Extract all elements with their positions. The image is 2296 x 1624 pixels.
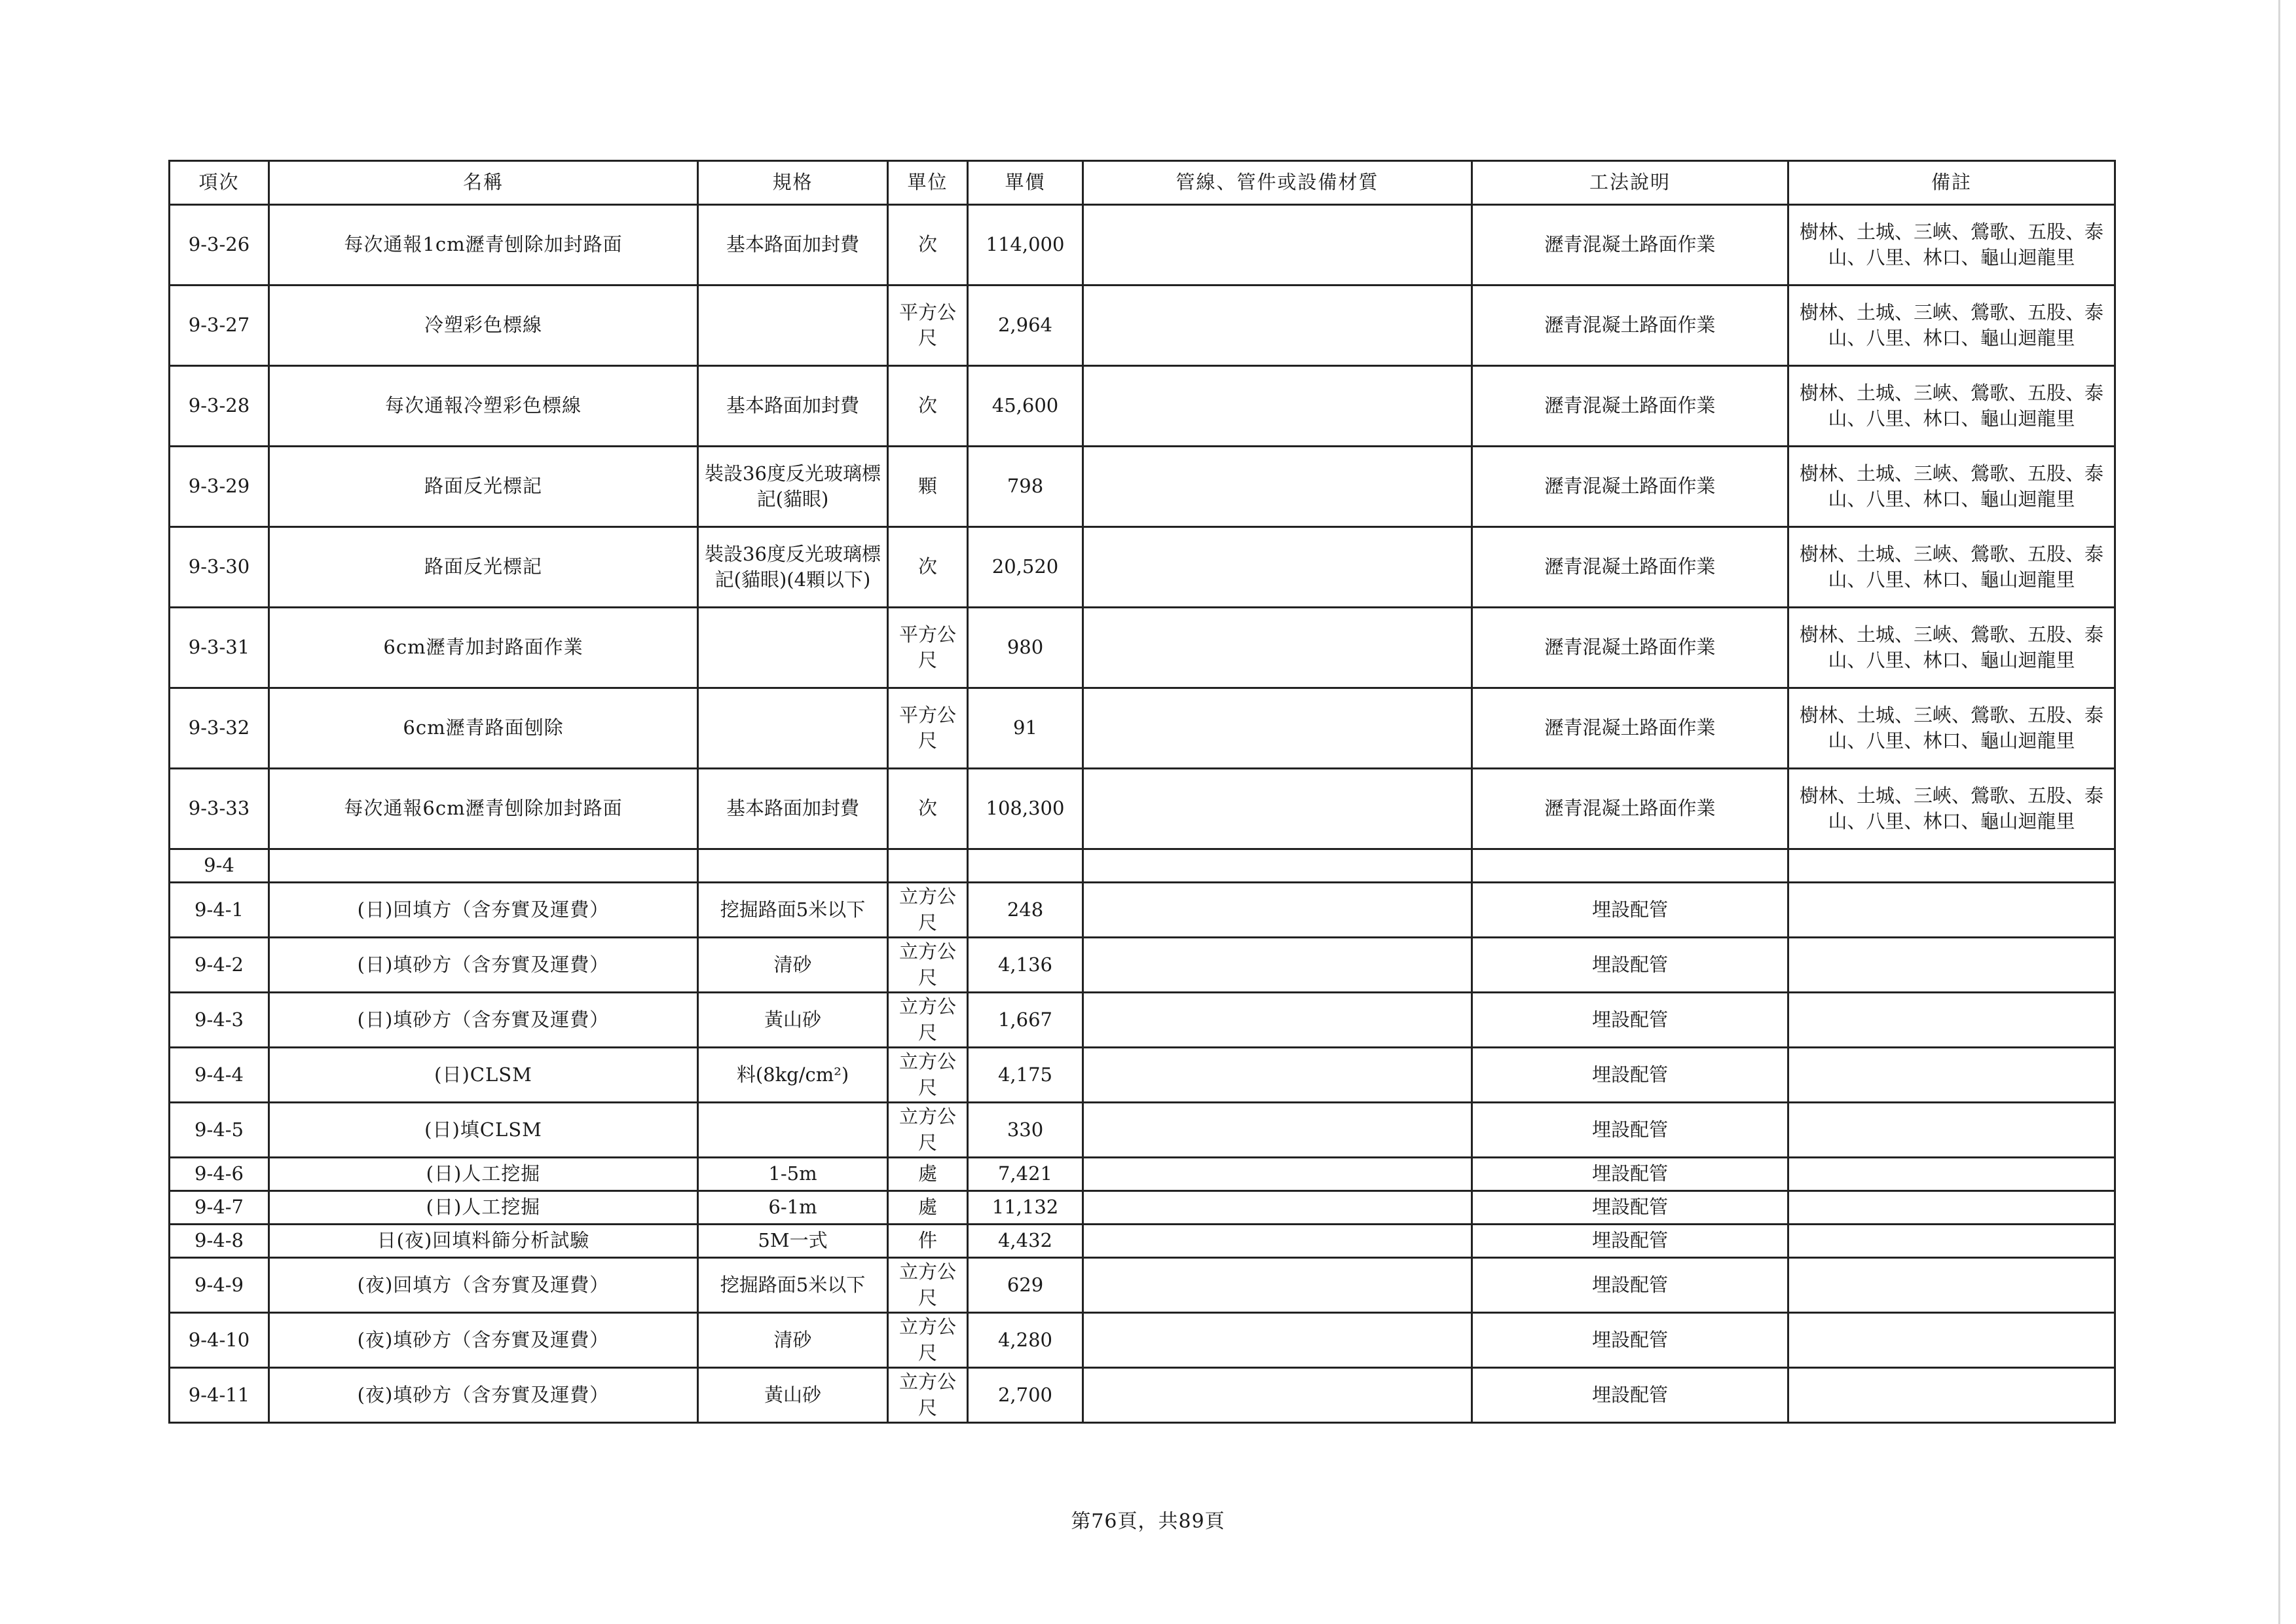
page-edge bbox=[2278, 0, 2280, 1624]
cell-item: 9-4-3 bbox=[170, 993, 269, 1048]
cell-material bbox=[1083, 993, 1472, 1048]
cell-material bbox=[1083, 205, 1472, 286]
cell-method: 埋設配管 bbox=[1472, 1258, 1788, 1313]
cell-name: (夜)回填方（含夯實及運費） bbox=[269, 1258, 698, 1313]
cell-item: 9-3-32 bbox=[170, 688, 269, 769]
cell-item: 9-4-10 bbox=[170, 1313, 269, 1368]
unit-price-table bbox=[168, 160, 2116, 1424]
cell-material bbox=[1083, 938, 1472, 993]
cell-item: 9-3-33 bbox=[170, 769, 269, 849]
cell-method: 埋設配管 bbox=[1472, 883, 1788, 938]
cell-name: (夜)填砂方（含夯實及運費） bbox=[269, 1368, 698, 1423]
cell-name: (夜)填砂方（含夯實及運費） bbox=[269, 1313, 698, 1368]
cell-spec: 清砂 bbox=[698, 938, 888, 993]
table-row bbox=[170, 205, 2115, 286]
cell-unit: 立方公尺 bbox=[888, 1103, 968, 1158]
cell-unit: 處 bbox=[888, 1158, 968, 1191]
header-price: 單價 bbox=[968, 161, 1083, 205]
cell-method: 埋設配管 bbox=[1472, 1225, 1788, 1258]
cell-price: 330 bbox=[968, 1103, 1083, 1158]
cell-price: 4,136 bbox=[968, 938, 1083, 993]
cell-name: (日)人工挖掘 bbox=[269, 1158, 698, 1191]
cell-remark bbox=[1788, 1191, 2115, 1225]
table-row bbox=[170, 1158, 2115, 1191]
cell-remark: 樹林、土城、三峽、鶯歌、五股、泰山、八里、林口、龜山迴龍里 bbox=[1788, 769, 2115, 849]
cell-name: 6cm瀝青路面刨除 bbox=[269, 688, 698, 769]
cell-spec: 基本路面加封費 bbox=[698, 366, 888, 447]
cell-item: 9-4-7 bbox=[170, 1191, 269, 1225]
cell-method: 埋設配管 bbox=[1472, 993, 1788, 1048]
cell-spec: 裝設36度反光玻璃標記(貓眼) bbox=[698, 447, 888, 527]
cell-material bbox=[1083, 1313, 1472, 1368]
cell-method bbox=[1472, 849, 1788, 883]
cell-spec: 挖掘路面5米以下 bbox=[698, 1258, 888, 1313]
cell-material bbox=[1083, 527, 1472, 608]
cell-spec bbox=[698, 286, 888, 366]
cell-unit: 次 bbox=[888, 205, 968, 286]
cell-price bbox=[968, 849, 1083, 883]
cell-item: 9-4-5 bbox=[170, 1103, 269, 1158]
cell-name: (日)填CLSM bbox=[269, 1103, 698, 1158]
cell-method: 瀝青混凝土路面作業 bbox=[1472, 366, 1788, 447]
cell-unit: 顆 bbox=[888, 447, 968, 527]
cell-unit: 立方公尺 bbox=[888, 938, 968, 993]
cell-unit: 立方公尺 bbox=[888, 993, 968, 1048]
cell-method: 瀝青混凝土路面作業 bbox=[1472, 205, 1788, 286]
cell-remark bbox=[1788, 938, 2115, 993]
cell-price: 91 bbox=[968, 688, 1083, 769]
cell-remark bbox=[1788, 1258, 2115, 1313]
cell-unit: 平方公尺 bbox=[888, 688, 968, 769]
header-remark: 備註 bbox=[1788, 161, 2115, 205]
table-header-row bbox=[170, 161, 2115, 205]
cell-price: 114,000 bbox=[968, 205, 1083, 286]
cell-material bbox=[1083, 366, 1472, 447]
cell-spec bbox=[698, 1103, 888, 1158]
cell-item: 9-4-8 bbox=[170, 1225, 269, 1258]
cell-name: 日(夜)回填料篩分析試驗 bbox=[269, 1225, 698, 1258]
cell-name bbox=[269, 849, 698, 883]
cell-unit: 次 bbox=[888, 366, 968, 447]
cell-price: 4,280 bbox=[968, 1313, 1083, 1368]
cell-remark bbox=[1788, 883, 2115, 938]
header-name: 名稱 bbox=[269, 161, 698, 205]
cell-material bbox=[1083, 769, 1472, 849]
cell-name: 6cm瀝青加封路面作業 bbox=[269, 608, 698, 688]
cell-item: 9-4-11 bbox=[170, 1368, 269, 1423]
header-unit: 單位 bbox=[888, 161, 968, 205]
cell-unit: 立方公尺 bbox=[888, 1048, 968, 1103]
cell-material bbox=[1083, 1103, 1472, 1158]
cell-spec: 裝設36度反光玻璃標記(貓眼)(4顆以下) bbox=[698, 527, 888, 608]
cell-price: 20,520 bbox=[968, 527, 1083, 608]
cell-remark: 樹林、土城、三峽、鶯歌、五股、泰山、八里、林口、龜山迴龍里 bbox=[1788, 608, 2115, 688]
header-spec: 規格 bbox=[698, 161, 888, 205]
cell-name: 每次通報1cm瀝青刨除加封路面 bbox=[269, 205, 698, 286]
table-row bbox=[170, 993, 2115, 1048]
cell-price: 4,175 bbox=[968, 1048, 1083, 1103]
table-row bbox=[170, 1103, 2115, 1158]
cell-method: 瀝青混凝土路面作業 bbox=[1472, 608, 1788, 688]
cell-price: 248 bbox=[968, 883, 1083, 938]
cell-spec: 清砂 bbox=[698, 1313, 888, 1368]
cell-spec: 基本路面加封費 bbox=[698, 769, 888, 849]
cell-material bbox=[1083, 1225, 1472, 1258]
cell-item: 9-4 bbox=[170, 849, 269, 883]
cell-remark bbox=[1788, 849, 2115, 883]
cell-name: (日)人工挖掘 bbox=[269, 1191, 698, 1225]
table-row bbox=[170, 1313, 2115, 1368]
cell-spec: 黃山砂 bbox=[698, 1368, 888, 1423]
cell-spec: 基本路面加封費 bbox=[698, 205, 888, 286]
cell-unit: 次 bbox=[888, 527, 968, 608]
header-method: 工法說明 bbox=[1472, 161, 1788, 205]
cell-material bbox=[1083, 1158, 1472, 1191]
cell-item: 9-3-27 bbox=[170, 286, 269, 366]
table-row bbox=[170, 688, 2115, 769]
cell-material bbox=[1083, 688, 1472, 769]
header-material: 管線、管件或設備材質 bbox=[1083, 161, 1472, 205]
cell-material bbox=[1083, 1368, 1472, 1423]
cell-name: 每次通報6cm瀝青刨除加封路面 bbox=[269, 769, 698, 849]
cell-unit: 立方公尺 bbox=[888, 1368, 968, 1423]
cell-material bbox=[1083, 286, 1472, 366]
cell-price: 2,700 bbox=[968, 1368, 1083, 1423]
cell-unit: 平方公尺 bbox=[888, 286, 968, 366]
cell-name: 路面反光標記 bbox=[269, 447, 698, 527]
cell-method: 埋設配管 bbox=[1472, 1313, 1788, 1368]
header-item: 項次 bbox=[170, 161, 269, 205]
cell-remark: 樹林、土城、三峽、鶯歌、五股、泰山、八里、林口、龜山迴龍里 bbox=[1788, 688, 2115, 769]
cell-remark bbox=[1788, 1103, 2115, 1158]
cell-spec: 黃山砂 bbox=[698, 993, 888, 1048]
cell-material bbox=[1083, 447, 1472, 527]
cell-material bbox=[1083, 883, 1472, 938]
cell-spec: 6-1m bbox=[698, 1191, 888, 1225]
cell-material bbox=[1083, 1048, 1472, 1103]
cell-price: 2,964 bbox=[968, 286, 1083, 366]
cell-price: 980 bbox=[968, 608, 1083, 688]
cell-material bbox=[1083, 849, 1472, 883]
cell-price: 629 bbox=[968, 1258, 1083, 1313]
cell-name: (日)填砂方（含夯實及運費） bbox=[269, 993, 698, 1048]
cell-remark bbox=[1788, 993, 2115, 1048]
page-number: 第76頁，共89頁 bbox=[1071, 1510, 1225, 1533]
cell-spec: 1-5m bbox=[698, 1158, 888, 1191]
cell-method: 埋設配管 bbox=[1472, 1103, 1788, 1158]
cell-item: 9-4-1 bbox=[170, 883, 269, 938]
cell-price: 798 bbox=[968, 447, 1083, 527]
cell-material bbox=[1083, 608, 1472, 688]
cell-unit: 件 bbox=[888, 1225, 968, 1258]
cell-name: 冷塑彩色標線 bbox=[269, 286, 698, 366]
table-row bbox=[170, 769, 2115, 849]
cell-name: 路面反光標記 bbox=[269, 527, 698, 608]
cell-unit: 處 bbox=[888, 1191, 968, 1225]
table-row bbox=[170, 938, 2115, 993]
cell-item: 9-3-31 bbox=[170, 608, 269, 688]
cell-spec bbox=[698, 688, 888, 769]
cell-spec: 料(8kg/cm²) bbox=[698, 1048, 888, 1103]
cell-method: 埋設配管 bbox=[1472, 1191, 1788, 1225]
table-row bbox=[170, 1368, 2115, 1423]
table-row bbox=[170, 366, 2115, 447]
cell-price: 7,421 bbox=[968, 1158, 1083, 1191]
table-row bbox=[170, 608, 2115, 688]
cell-material bbox=[1083, 1191, 1472, 1225]
cell-item: 9-4-2 bbox=[170, 938, 269, 993]
cell-spec: 5M一式 bbox=[698, 1225, 888, 1258]
cell-name: (日)CLSM bbox=[269, 1048, 698, 1103]
cell-price: 108,300 bbox=[968, 769, 1083, 849]
cell-item: 9-4-4 bbox=[170, 1048, 269, 1103]
cell-price: 4,432 bbox=[968, 1225, 1083, 1258]
cell-method: 埋設配管 bbox=[1472, 1158, 1788, 1191]
cell-remark: 樹林、土城、三峽、鶯歌、五股、泰山、八里、林口、龜山迴龍里 bbox=[1788, 366, 2115, 447]
cell-name: (日)回填方（含夯實及運費） bbox=[269, 883, 698, 938]
cell-remark: 樹林、土城、三峽、鶯歌、五股、泰山、八里、林口、龜山迴龍里 bbox=[1788, 527, 2115, 608]
table-row bbox=[170, 1191, 2115, 1225]
cell-item: 9-3-28 bbox=[170, 366, 269, 447]
cell-method: 瀝青混凝土路面作業 bbox=[1472, 447, 1788, 527]
cell-unit bbox=[888, 849, 968, 883]
cell-method: 瀝青混凝土路面作業 bbox=[1472, 286, 1788, 366]
cell-unit: 立方公尺 bbox=[888, 1258, 968, 1313]
table-row bbox=[170, 883, 2115, 938]
cell-name: 每次通報冷塑彩色標線 bbox=[269, 366, 698, 447]
cell-item: 9-4-6 bbox=[170, 1158, 269, 1191]
table-row bbox=[170, 1225, 2115, 1258]
cell-remark: 樹林、土城、三峽、鶯歌、五股、泰山、八里、林口、龜山迴龍里 bbox=[1788, 286, 2115, 366]
table-row-section bbox=[170, 849, 2115, 883]
cell-remark: 樹林、土城、三峽、鶯歌、五股、泰山、八里、林口、龜山迴龍里 bbox=[1788, 205, 2115, 286]
cell-spec bbox=[698, 608, 888, 688]
table-row bbox=[170, 1048, 2115, 1103]
cell-unit: 平方公尺 bbox=[888, 608, 968, 688]
cell-remark bbox=[1788, 1368, 2115, 1423]
cell-method: 瀝青混凝土路面作業 bbox=[1472, 527, 1788, 608]
cell-method: 埋設配管 bbox=[1472, 1048, 1788, 1103]
cell-unit: 次 bbox=[888, 769, 968, 849]
cell-remark bbox=[1788, 1225, 2115, 1258]
cell-method: 瀝青混凝土路面作業 bbox=[1472, 769, 1788, 849]
cell-remark bbox=[1788, 1158, 2115, 1191]
table-row bbox=[170, 286, 2115, 366]
cell-method: 埋設配管 bbox=[1472, 938, 1788, 993]
cell-remark bbox=[1788, 1313, 2115, 1368]
cell-item: 9-3-26 bbox=[170, 205, 269, 286]
cell-item: 9-3-29 bbox=[170, 447, 269, 527]
cell-price: 1,667 bbox=[968, 993, 1083, 1048]
cell-price: 45,600 bbox=[968, 366, 1083, 447]
cell-method: 埋設配管 bbox=[1472, 1368, 1788, 1423]
cell-unit: 立方公尺 bbox=[888, 883, 968, 938]
cell-item: 9-3-30 bbox=[170, 527, 269, 608]
cell-name: (日)填砂方（含夯實及運費） bbox=[269, 938, 698, 993]
cell-spec: 挖掘路面5米以下 bbox=[698, 883, 888, 938]
cell-remark: 樹林、土城、三峽、鶯歌、五股、泰山、八里、林口、龜山迴龍里 bbox=[1788, 447, 2115, 527]
cell-spec bbox=[698, 849, 888, 883]
cell-material bbox=[1083, 1258, 1472, 1313]
cell-method: 瀝青混凝土路面作業 bbox=[1472, 688, 1788, 769]
cell-remark bbox=[1788, 1048, 2115, 1103]
table-row bbox=[170, 527, 2115, 608]
cell-price: 11,132 bbox=[968, 1191, 1083, 1225]
cell-unit: 立方公尺 bbox=[888, 1313, 968, 1368]
table-row bbox=[170, 447, 2115, 527]
cell-item: 9-4-9 bbox=[170, 1258, 269, 1313]
table-row bbox=[170, 1258, 2115, 1313]
